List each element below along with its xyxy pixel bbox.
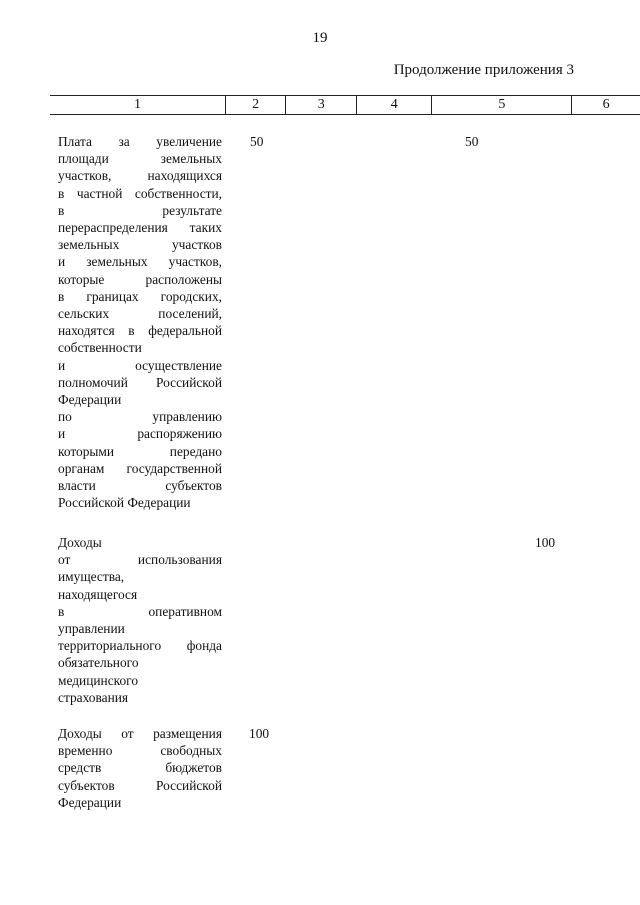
description-line: в результате [58,202,222,218]
description-line: в оперативном [58,603,222,619]
description-line: от использования [58,552,222,568]
page-number: 19 [312,30,328,46]
description-line: Доходы [58,535,102,550]
description-line: площади земельных [58,151,222,167]
description-line: полномочий Российской [58,374,222,390]
description-line: медицинского [58,672,139,688]
row-col-2: 50 [250,134,264,149]
description-line: Российской Федерации [58,495,191,511]
description-line: и распоряжению [58,426,222,442]
description-line: участков, находящихся [58,168,222,184]
row-col-5: 50 [465,134,479,149]
description-line: и земельных участков, [58,254,222,270]
description-line: в частной собственности, [58,185,222,201]
description-line: Федерации [58,794,122,810]
row-description [58,725,222,811]
row-col-2: 100 [249,726,270,741]
header-col-6: 6 [572,96,640,115]
description-line: которые расположены [58,271,222,287]
table-header [50,95,640,115]
header-col-4: 4 [357,96,432,115]
description-line: Плата за увеличение [58,134,222,149]
row-description [58,534,222,706]
header-col-2: 2 [226,96,286,115]
description-line: которыми передано [58,443,222,459]
header-col-1: 1 [50,96,226,115]
description-line: Доходы от размещения [58,726,222,741]
description-line: управлении [58,621,125,637]
description-line: средств бюджетов [58,760,222,776]
description-line: субъектов Российской [58,777,222,793]
description-line: территориального фонда [58,638,222,654]
description-line: Федерации [58,392,122,408]
description-line: по управлению [58,409,222,425]
description-line: имущества, [58,569,125,585]
description-line: собственности [58,340,142,356]
row-col-6: 100 [535,535,556,550]
description-line: находятся в федеральной [58,323,222,339]
row-description [58,133,222,511]
description-line: органам государственной [58,460,222,476]
header-col-3: 3 [286,96,357,115]
header-col-5: 5 [432,96,572,115]
description-line: и осуществление [58,357,222,373]
description-line: земельных участков [58,237,222,253]
description-line: находящегося [58,586,138,602]
description-line: власти субъектов [58,478,222,494]
description-line: обязательного [58,655,139,671]
description-line: временно свободных [58,743,222,759]
description-line: страхования [58,689,129,705]
description-line: сельских поселений, [58,306,222,322]
description-line: в границах городских, [58,288,222,304]
description-line: перераспределения таких [58,220,222,236]
continuation-label: Продолжение приложения 3 [393,62,574,78]
